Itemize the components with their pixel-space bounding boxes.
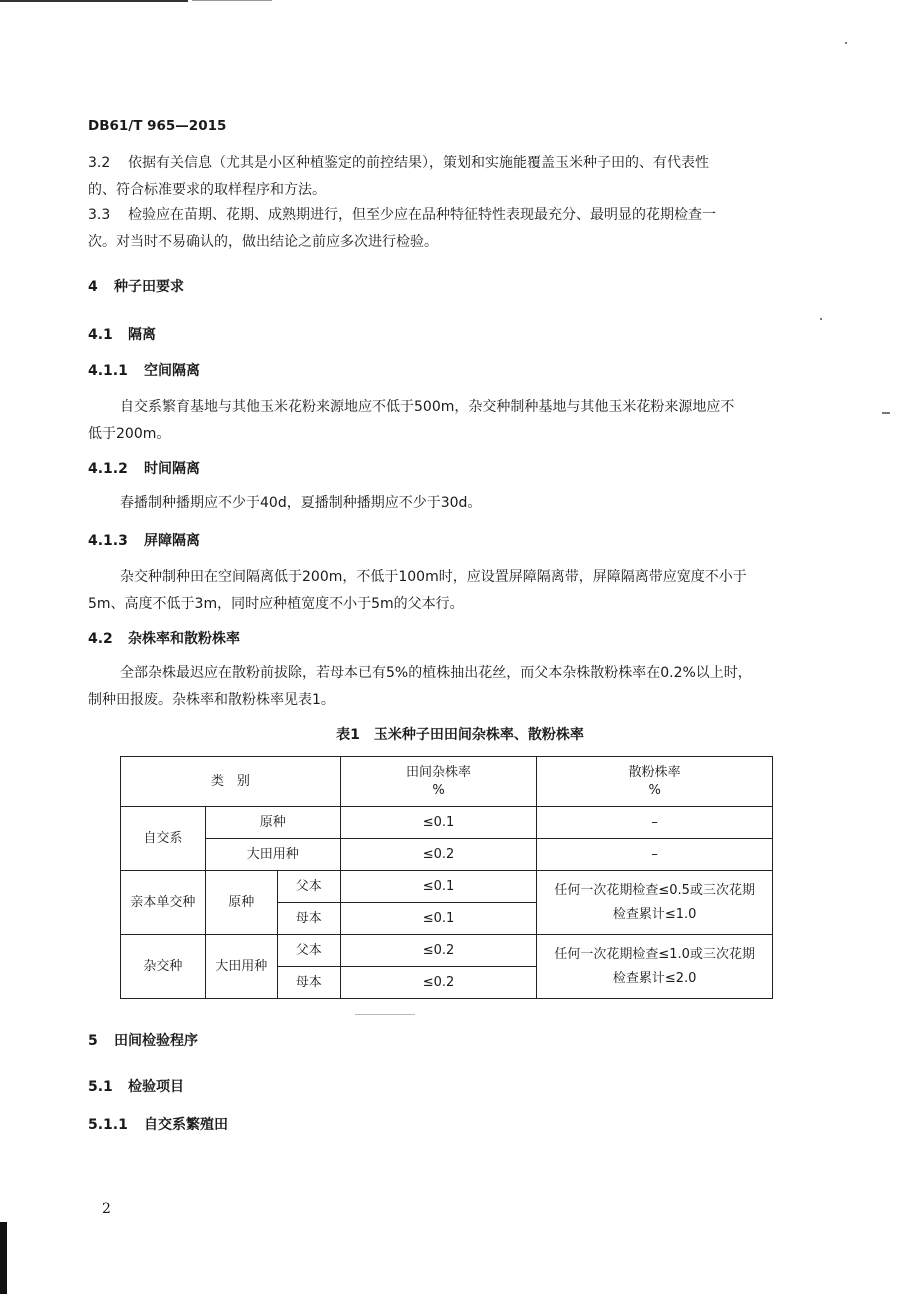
header-shedding-rate — [537, 757, 773, 807]
paragraph-line: 制种田报废。杂株率和散粉株率见表1。 — [88, 692, 335, 708]
shedding-line: 任何一次花期检查≤0.5或三次花期 — [554, 882, 755, 898]
paragraph-line: 自交系繁育基地与其他玉米花粉来源地应不低于500m，杂交种制种基地与其他玉米花粉来源地应不 — [120, 399, 735, 415]
table-header-row — [121, 757, 773, 807]
hybrid-female-offtype: ≤0.2 — [340, 967, 537, 999]
clause-text: 依据有关信息（尤其是小区种植鉴定的前控结果），策划和实施能覆盖玉米种子田的、有代表性 — [128, 155, 709, 171]
section-title: 田间检验程序 — [114, 1033, 198, 1049]
single-parent-sub: 原种 — [205, 871, 277, 935]
header-offtype-label: 田间杂株率 — [405, 764, 471, 780]
section-heading-4-1 — [88, 324, 156, 344]
header-category: 类 别 — [121, 757, 341, 807]
section-heading-4-2 — [88, 628, 240, 648]
section-heading-4-1-2 — [88, 458, 200, 478]
top-scan-line — [0, 0, 188, 2]
shedding-line: 任何一次花期检查≤1.0或三次花期 — [554, 946, 755, 962]
section-title: 屏障隔离 — [144, 533, 200, 549]
section-title: 隔离 — [128, 327, 156, 343]
paragraph-4-2 — [88, 660, 808, 714]
section-title: 时间隔离 — [144, 461, 200, 477]
section-title: 检验项目 — [128, 1079, 184, 1095]
paragraph-line: 杂交种制种田在空间隔离低于200m，不低于100m时，应设置屏障隔离带，屏障隔离带应宽度不小于 — [120, 569, 747, 585]
section-heading-4-1-1 — [88, 360, 200, 380]
hybrid-label: 杂交种 — [121, 935, 206, 999]
hybrid-male: 父本 — [277, 935, 340, 967]
inbred-offtype-1: ≤0.1 — [340, 807, 537, 839]
scan-speck — [355, 1014, 415, 1015]
hybrid-sub: 大田用种 — [205, 935, 277, 999]
clause-number: 3.2 — [88, 155, 111, 171]
table-row — [121, 807, 773, 839]
paragraph-4-1-2 — [88, 490, 808, 517]
header-shedding-label: 散粉株率 — [628, 764, 681, 780]
section-number: 4 — [88, 279, 98, 295]
paragraph-line: 低于200m。 — [88, 426, 171, 442]
hybrid-male-offtype: ≤0.2 — [340, 935, 537, 967]
scan-speck — [882, 412, 890, 414]
scan-speck — [845, 42, 847, 44]
table-caption: 表1 玉米种子田田间杂株率、散粉株率 — [336, 727, 584, 743]
single-parent-shedding — [537, 871, 773, 935]
section-number: 5.1 — [88, 1079, 113, 1095]
section-heading-5 — [88, 1030, 198, 1050]
shedding-line: 检查累计≤1.0 — [612, 906, 697, 922]
single-parent-male-offtype: ≤0.1 — [340, 871, 537, 903]
inbred-label: 自交系 — [121, 807, 206, 871]
table-row — [121, 935, 773, 967]
section-number: 5.1.1 — [88, 1117, 128, 1133]
section-number: 4.1.1 — [88, 363, 128, 379]
clause-text: 的、符合标准要求的取样程序和方法。 — [88, 182, 326, 198]
top-scan-line-faint — [192, 0, 272, 1]
table-row — [121, 839, 773, 871]
section-number: 4.1.2 — [88, 461, 128, 477]
paragraph-4-1-3 — [88, 564, 808, 618]
section-title: 空间隔离 — [144, 363, 200, 379]
scan-edge-mark — [0, 1222, 7, 1294]
clause-number: 3.3 — [88, 207, 111, 223]
inbred-sub-2: 大田用种 — [205, 839, 340, 871]
document-code: DB61/T 965—2015 — [88, 118, 227, 134]
clause-text: 次。对当时不易确认的，做出结论之前应多次进行检验。 — [88, 234, 438, 250]
header-offtype-rate — [340, 757, 537, 807]
section-heading-5-1-1 — [88, 1114, 228, 1134]
scan-speck — [820, 318, 822, 320]
single-parent-female-offtype: ≤0.1 — [340, 903, 537, 935]
shedding-line: 检查累计≤2.0 — [612, 970, 697, 986]
single-parent-male: 父本 — [277, 871, 340, 903]
table-1 — [120, 756, 773, 999]
inbred-shedding-1: – — [537, 807, 773, 839]
clause-3-2 — [88, 150, 808, 204]
single-parent-label: 亲本单交种 — [121, 871, 206, 935]
section-title: 杂株率和散粉株率 — [128, 631, 240, 647]
single-parent-female: 母本 — [277, 903, 340, 935]
section-heading-4-1-3 — [88, 530, 200, 550]
header-offtype-unit: % — [432, 782, 445, 798]
page-number: 2 — [102, 1201, 111, 1217]
inbred-shedding-2: – — [537, 839, 773, 871]
inbred-offtype-2: ≤0.2 — [340, 839, 537, 871]
hybrid-female: 母本 — [277, 967, 340, 999]
paragraph-line: 春播制种播期应不少于40d，夏播制种播期应不少于30d。 — [120, 495, 482, 511]
section-number: 4.2 — [88, 631, 113, 647]
section-title: 自交系繁殖田 — [144, 1117, 228, 1133]
clause-3-3 — [88, 202, 808, 256]
header-shedding-unit: % — [648, 782, 661, 798]
paragraph-line: 全部杂株最迟应在散粉前拔除，若母本已有5%的植株抽出花丝，而父本杂株散粉株率在0.2%以上时， — [120, 665, 752, 681]
inbred-sub-1: 原种 — [205, 807, 340, 839]
clause-text: 检验应在苗期、花期、成熟期进行，但至少应在品种特征特性表现最充分、最明显的花期检查一 — [128, 207, 716, 223]
paragraph-line: 5m、高度不低于3m，同时应种植宽度不小于5m的父本行。 — [88, 596, 464, 612]
section-title: 种子田要求 — [114, 279, 184, 295]
hybrid-shedding — [537, 935, 773, 999]
section-number: 4.1 — [88, 327, 113, 343]
table-row — [121, 871, 773, 903]
paragraph-4-1-1 — [88, 394, 808, 448]
section-number: 4.1.3 — [88, 533, 128, 549]
section-number: 5 — [88, 1033, 98, 1049]
section-heading-4 — [88, 276, 184, 296]
section-heading-5-1 — [88, 1076, 184, 1096]
